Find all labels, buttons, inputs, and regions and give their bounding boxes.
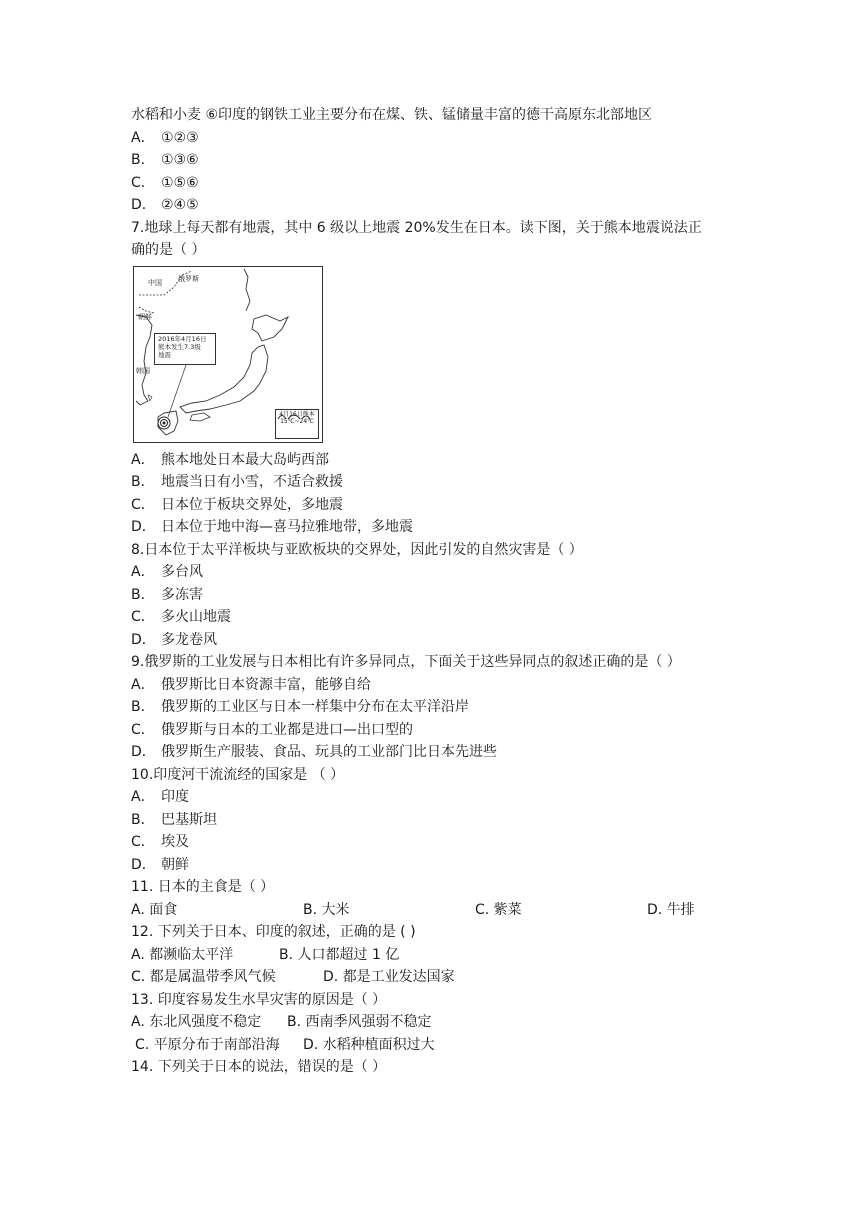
q6-option-a: [131, 127, 741, 150]
q7-option-a: [131, 449, 741, 472]
option-label: C．: [131, 721, 155, 738]
option-text: ①③⑥: [161, 152, 199, 168]
q12-stem: 12. 下列关于日本、印度的叙述，正确的是 ( ): [131, 924, 416, 940]
option-label: D．: [131, 197, 156, 213]
q6-tail: 水稻和小麦 ⑥印度的钢铁工业主要分布在煤、铁、锰储量丰富的德干高原东北部地区: [131, 107, 652, 123]
q13-option-a: A. 东北风强度不稳定: [131, 1014, 262, 1030]
weather-temp: 15℃~24℃: [280, 417, 314, 425]
q10-option-c: [131, 831, 741, 854]
q9-option-d: [131, 741, 741, 764]
option-text: ①⑤⑥: [161, 174, 199, 191]
option-text: 俄罗斯比日本资源丰富，能够自给: [161, 676, 371, 693]
option-label: A．: [131, 676, 155, 693]
q12-options-row1: [131, 944, 741, 967]
q7-option-b: [131, 471, 741, 494]
option-text: 俄罗斯生产服装、食品、玩具的工业部门比日本先进些: [161, 744, 497, 760]
option-label: A．: [131, 451, 155, 468]
option-label: D．: [131, 519, 156, 535]
q10-option-d: [131, 854, 741, 877]
option-text: 日本位于地中海—喜马拉雅地带，多地震: [161, 519, 413, 535]
exam-page: [131, 104, 741, 1079]
weather-date: 4月16日熊本: [279, 410, 315, 418]
option-text: 熊本地处日本最大岛屿西部: [161, 451, 329, 468]
callout-line: 熊本发生7.3级: [158, 342, 201, 351]
q7-stem-line2: 确的是（ ）: [131, 242, 206, 258]
option-text: 多台风: [161, 564, 203, 580]
q7-option-d: [131, 516, 741, 539]
option-text: 日本位于板块交界处，多地震: [161, 496, 343, 513]
q13-options-row2: [131, 1034, 741, 1057]
q9-stem: 9.俄罗斯的工业发展与日本相比有许多异同点，下面关于这些异同点的叙述正确的是（ ）: [131, 654, 681, 670]
q13-stem: 13. 印度容易发生水旱灾害的原因是（ ）: [131, 991, 387, 1008]
q11-option-a: A. 面食: [131, 901, 178, 918]
option-text: 多龙卷风: [161, 631, 217, 648]
map-label-south-korea: 韩国: [136, 366, 150, 375]
q11-option-b: B. 大米: [303, 901, 350, 918]
option-label: C．: [131, 174, 155, 191]
q12-option-c: C. 都是属温带季风气候: [131, 969, 276, 985]
q9-option-a: [131, 674, 741, 697]
q11-options-row: [131, 899, 741, 922]
q13-option-b: B. 西南季风强弱不稳定: [287, 1014, 432, 1030]
q6-option-c: [131, 172, 741, 195]
q8-option-d: [131, 629, 741, 652]
option-label: B．: [131, 699, 155, 715]
earthquake-callout: [154, 333, 216, 365]
option-text: 俄罗斯与日本的工业都是进口—出口型的: [161, 721, 413, 738]
weather-box: [275, 409, 319, 439]
q6-option-b: [131, 149, 741, 172]
option-text: 俄罗斯的工业区与日本一样集中分布在太平洋沿岸: [161, 699, 469, 715]
q8-option-c: [131, 606, 741, 629]
option-text: 印度: [161, 789, 189, 805]
map-label-china: 中国: [148, 278, 162, 287]
option-text: 巴基斯坦: [161, 811, 217, 828]
q8-option-a: [131, 561, 741, 584]
cloud-icon: [276, 410, 312, 420]
option-label: A．: [131, 129, 155, 146]
q12-option-b: B. 人口都超过 1 亿: [279, 946, 400, 963]
q12-options-row2: [131, 966, 741, 989]
map-label-north-korea: 朝鲜: [138, 312, 152, 321]
option-label: C．: [131, 496, 155, 513]
option-label: C．: [131, 609, 155, 625]
option-text: 多冻害: [161, 586, 203, 603]
q9-option-b: [131, 696, 741, 719]
option-label: D．: [131, 744, 156, 760]
q11-stem: 11. 日本的主食是（ ）: [131, 879, 275, 895]
option-label: A．: [131, 564, 155, 580]
option-text: 地震当日有小雪，不适合救援: [161, 474, 343, 490]
q8-stem: 8.日本位于太平洋板块与亚欧板块的交界处，因此引发的自然灾害是（ ）: [131, 541, 583, 558]
option-text: ②④⑤: [161, 197, 199, 213]
q10-stem: 10.印度河干流流经的国家是 （ ）: [131, 766, 345, 783]
option-text: 埃及: [161, 834, 189, 850]
japan-map-figure: [133, 266, 323, 443]
q7-stem-line1: 7.地球上每天都有地震，其中 6 级以上地震 20%发生在日本。读下图，关于熊本地震说法正: [131, 219, 702, 236]
option-label: D．: [131, 856, 156, 873]
q14-stem: 14. 下列关于日本的说法，错误的是（ ）: [131, 1059, 387, 1075]
q8-option-b: [131, 584, 741, 607]
option-text: 朝鲜: [161, 856, 189, 873]
q10-option-b: [131, 809, 741, 832]
option-label: B．: [131, 811, 155, 828]
option-label: C．: [131, 834, 155, 850]
q6-option-d: [131, 194, 741, 217]
callout-line: 2016年4月16日: [158, 334, 207, 343]
option-label: A．: [131, 789, 155, 805]
option-label: B．: [131, 474, 155, 490]
q12-option-a: A. 都濒临太平洋: [131, 946, 234, 963]
option-label: D．: [131, 631, 156, 648]
q13-option-d: D. 水稻种植面积过大: [303, 1036, 435, 1053]
q11-option-c: C. 紫菜: [475, 901, 522, 918]
q10-option-a: [131, 786, 741, 809]
option-label: B．: [131, 152, 155, 168]
option-label: B．: [131, 586, 155, 603]
q7-option-c: [131, 494, 741, 517]
option-text: ①②③: [161, 129, 199, 146]
callout-line: 地震: [158, 350, 171, 359]
q11-option-d: D. 牛排: [647, 901, 695, 918]
map-label-russia: 俄罗斯: [178, 274, 199, 283]
q13-options-row1: [131, 1011, 741, 1034]
q13-option-c: C. 平原分布于南部沿海: [135, 1036, 280, 1053]
q12-option-d: D. 都是工业发达国家: [323, 969, 455, 985]
q9-option-c: [131, 719, 741, 742]
option-text: 多火山地震: [161, 609, 231, 625]
